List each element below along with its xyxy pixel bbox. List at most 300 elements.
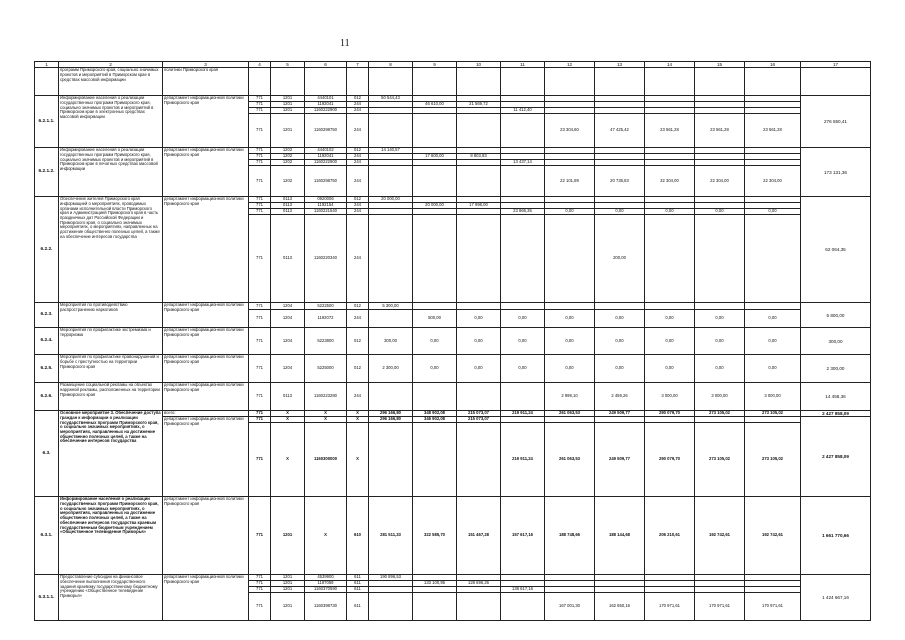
value-cell: 771 [249,310,271,328]
value-cell: 23 866,35 [501,209,545,215]
value-cell [501,166,545,197]
value-cell [271,68,305,96]
value-cell [745,303,801,310]
value-cell: 281 511,33 [369,497,413,575]
value-cell: 0,00 [457,310,501,328]
value-cell: 50 544,43 [369,96,413,102]
value-cell: 0,00 [545,209,595,215]
table-row [35,68,871,96]
item-code: 6.2.6. [35,383,59,411]
value-cell: 8 803,93 [457,154,501,160]
value-cell [457,114,501,148]
value-cell: 0,00 [457,328,501,355]
value-cell: 771 [249,355,271,383]
value-cell: X [305,417,347,423]
table-row [35,328,871,355]
item-code: 6.3. [35,411,59,497]
column-number-5: 5 [271,62,305,68]
value-cell: 0,00 [457,355,501,383]
value-cell [501,114,545,148]
value-cell [645,215,695,303]
item-code: 6.2.5. [35,355,59,383]
value-cell: 0,00 [595,209,645,215]
value-cell: 0,00 [695,209,745,215]
value-cell: 771 [249,575,271,581]
value-cell: 346 902,08 [413,417,457,423]
row-total: 2 427 858,09 [801,411,871,417]
value-cell: 1160398730 [305,593,347,621]
value-cell: 162 650,16 [595,593,645,621]
value-cell: 17 998,00 [457,203,501,209]
value-cell: 0,00 [595,328,645,355]
table-row [35,355,871,383]
value-cell: 20 000,00 [413,203,457,209]
value-cell: 1201 [271,593,305,621]
value-cell: 1204 [271,355,305,383]
value-cell: 0,00 [645,310,695,328]
value-cell [413,215,457,303]
value-cell: 244 [347,102,369,108]
value-cell: 0113 [271,383,305,411]
value-cell [595,68,645,96]
value-cell: 296 166,80 [369,411,413,417]
value-cell [347,68,369,96]
value-cell: 200,00 [595,215,645,303]
value-cell: X [271,417,305,423]
item-name: Мероприятия по противодействию распространению наркотиков [59,303,163,328]
value-cell [457,166,501,197]
value-cell: X [347,423,369,497]
column-number-17: 17 [801,62,871,68]
row-total [801,68,871,96]
table-body [35,68,871,621]
value-cell [501,215,545,303]
page-number: 11 [340,38,350,49]
value-cell: 3 000,00 [695,383,745,411]
value-cell [501,303,545,310]
column-number-4: 4 [249,62,271,68]
value-cell: 244 [347,154,369,160]
value-cell: 0,00 [595,310,645,328]
item-code: 6.2.4. [35,328,59,355]
value-cell: 14 140,57 [369,148,413,154]
value-cell: 273 105,02 [695,423,745,497]
value-cell: 771 [249,160,271,166]
item-name: Информирование населения о реализации государственных программ Приморского края, социально значимых проектов и мероприятий в Приморском крае в печатных средствах массовой информации [59,148,163,197]
value-cell [457,215,501,303]
value-cell [457,68,501,96]
value-cell [695,303,745,310]
item-name: Мероприятия по профилактике правонарушений и борьбе с преступностью на территории Приморского края [59,355,163,383]
value-cell: 190 896,53 [369,575,413,581]
value-cell: 244 [347,114,369,148]
value-cell: 771 [249,96,271,102]
value-cell: 17 600,00 [413,154,457,160]
item-name: Предоставление субсидии на финансовое обеспечение выполнения государственного задания краевому государственному бюджетному учреждению «Общественное телевидение Приморья» [59,575,163,621]
item-name: Обеспечение жителей Приморского края информацией о мероприятиях, проводимых органами исполнительной власти Приморского края и Администрацией Приморского края в часть праздничных дат Российской Федерации и Приморского края, о социально значимых мероприятиях, о мероприятиях, направленных на достижение общественно полезных целей, а также на обеспечение интересов государства [59,197,163,303]
value-cell: 188 144,68 [595,497,645,575]
row-total: 62 064,35 [801,197,871,303]
value-cell [545,68,595,96]
value-cell: 0,00 [745,209,801,215]
value-cell [695,215,745,303]
value-cell: 1160223280 [305,383,347,411]
value-cell: 1201 [271,108,305,114]
value-cell: 244 [347,160,369,166]
value-cell: 012 [347,96,369,102]
value-cell: 1204 [271,328,305,355]
column-number-14: 14 [645,62,695,68]
value-cell: 0,00 [545,355,595,383]
value-cell: X [271,423,305,497]
executor: департамент информационной политики Приморского края [163,328,249,355]
value-cell: 771 [249,154,271,160]
value-cell: 0113 [271,209,305,215]
value-cell: 0920006 [305,197,347,203]
item-code: 6.3.1. [35,497,59,575]
value-cell: X [347,411,369,417]
executor: департамент информационной политики Приморского края [163,575,249,621]
column-number-11: 11 [501,62,545,68]
value-cell: 1204 [271,310,305,328]
value-cell: 273 105,02 [695,411,745,417]
value-cell: 771 [249,383,271,411]
value-cell: 21 569,72 [457,102,501,108]
column-number-6: 6 [305,62,347,68]
value-cell: 32 304,00 [645,166,695,197]
value-cell: 0,00 [645,328,695,355]
value-cell: 771 [249,497,271,575]
value-cell: 611 [347,587,369,593]
value-cell [545,303,595,310]
value-cell [413,303,457,310]
row-total: 1 661 770,66 [801,497,871,575]
value-cell: 170 971,61 [695,593,745,621]
value-cell: 1201 [271,102,305,108]
value-cell: 244 [347,383,369,411]
table-row [35,303,871,310]
value-cell: 4440101 [305,96,347,102]
value-cell: 215 073,07 [457,417,501,423]
value-cell: 4539900 [305,575,347,581]
value-cell [545,215,595,303]
value-cell: 1192041 [305,102,347,108]
value-cell: 0,00 [695,355,745,383]
row-total: 14 458,36 [801,383,871,411]
value-cell: 5225000 [305,355,347,383]
item-name: Информирование населения о реализации государственных программ Приморского края, о социально значимых мероприятиях, о мероприятиях, направленных на достижение общественно полезных целей, а также на обеспечение интересов государства краевым государственным бюджетным учреждением «Общественное телевидение Приморья» [59,497,163,575]
row-total: 276 550,41 [801,96,871,148]
row-total: 2 427 858,09 [801,417,871,497]
value-cell: 771 [249,303,271,310]
value-cell: 138 617,16 [501,587,545,593]
table-row [35,497,871,575]
value-cell: 771 [249,197,271,203]
value-cell: 1202 [271,160,305,166]
value-cell: 012 [347,148,369,154]
value-cell: 300,00 [369,328,413,355]
executor: департамент информационной политики Приморского края [163,96,249,148]
value-cell: 5223800 [305,328,347,355]
value-cell [413,68,457,96]
executor: департамент информационной политики Приморского края [163,197,249,303]
value-cell: 0,00 [695,310,745,328]
value-cell: 192 742,61 [695,497,745,575]
value-cell [501,593,545,621]
value-cell: 1202 [271,154,305,160]
value-cell [413,593,457,621]
item-code: 6.2.1.1. [35,96,59,148]
value-cell: 244 [347,209,369,215]
table-row [35,383,871,411]
value-cell: 47 425,42 [595,114,645,148]
column-number-7: 7 [347,62,369,68]
value-cell: 610 [347,497,369,575]
value-cell: 0,00 [545,310,595,328]
value-cell: 0,00 [501,355,545,383]
value-cell: 23 561,28 [695,114,745,148]
value-cell: 771 [249,215,271,303]
value-cell [413,423,457,497]
value-cell: 771 [249,593,271,621]
value-cell [457,303,501,310]
item-code: 6.3.1.1. [35,575,59,621]
value-cell [695,68,745,96]
item-code: 6.2.3. [35,303,59,328]
value-cell [457,593,501,621]
value-cell: 1202 [271,148,305,154]
value-cell: 2 998,10 [545,383,595,411]
value-cell: 1201 [271,581,305,587]
value-cell: 206 210,61 [645,497,695,575]
column-number-10: 10 [457,62,501,68]
value-cell: 500,00 [413,310,457,328]
column-number-3: 3 [163,62,249,68]
value-cell: 5 300,00 [369,303,413,310]
value-cell: 133 100,95 [413,581,457,587]
value-cell: 4440102 [305,148,347,154]
value-cell: 1160221540 [305,209,347,215]
value-cell: 290 079,70 [645,423,695,497]
value-cell: 20 000,00 [369,197,413,203]
row-total: 2 300,00 [801,355,871,383]
value-cell: 611 [347,575,369,581]
value-cell: 771 [249,587,271,593]
value-cell: 0,00 [413,355,457,383]
executor: департамент информационной политики Приморского края [163,303,249,328]
value-cell: 215 073,07 [457,411,501,417]
value-cell [369,68,413,96]
value-cell: 348 902,08 [413,411,457,417]
value-cell: 0,00 [595,355,645,383]
value-cell: 261 063,53 [545,423,595,497]
value-cell: 611 [347,593,369,621]
row-total: 5 800,00 [801,303,871,328]
executor: политики Приморского края [163,68,249,96]
value-cell: 1160220340 [305,215,347,303]
value-cell: 244 [347,203,369,209]
value-cell: 20 735,83 [595,166,645,197]
value-cell: 771 [249,203,271,209]
value-cell: 0,00 [745,328,801,355]
value-cell: 771 [249,166,271,197]
value-cell: 1192072 [305,310,347,328]
column-number-8: 8 [369,62,413,68]
column-number-16: 16 [745,62,801,68]
value-cell: 771 [249,417,271,423]
value-cell: 249 509,77 [595,411,645,417]
value-cell: 1202 [271,166,305,197]
value-cell: 771 [249,209,271,215]
value-cell: 0,00 [501,328,545,355]
value-cell: 188 748,66 [545,497,595,575]
value-cell [369,423,413,497]
value-cell [413,114,457,148]
value-cell: 0113 [271,215,305,303]
value-cell: 0,00 [745,310,801,328]
value-cell [645,68,695,96]
value-cell [501,383,545,411]
value-cell: 771 [249,411,271,417]
value-cell: 0,00 [545,328,595,355]
value-cell: 219 911,24 [501,423,545,497]
value-cell: 012 [347,303,369,310]
value-cell: 46 610,00 [413,102,457,108]
value-cell: X [305,411,347,417]
executor: департамент информационной политики Приморского края [163,355,249,383]
value-cell: 151 467,28 [457,497,501,575]
item-name: программ Приморского края, социально значимых проектов и мероприятий в Приморском крае в средствах массовой информации [59,68,163,96]
value-cell: 611 [347,581,369,587]
executor: департамент информационной политики Приморского края [163,497,249,575]
value-cell: 1160298750 [305,166,347,197]
value-cell: 771 [249,108,271,114]
item-name: Основное мероприятие 3. Обеспечение доступа граждан к информации о реализации государственных программ Приморского края, о социально значимых мероприятиях, о мероприятиях, направленных на достижение общественно полезных целей, а также на обеспечение интересов государства [59,411,163,497]
row-total: 300,00 [801,328,871,355]
value-cell: 1192154 [305,203,347,209]
value-cell: 0,00 [695,328,745,355]
value-cell: 170 971,61 [745,593,801,621]
row-total: 173 131,36 [801,148,871,197]
value-cell: 0,00 [745,355,801,383]
value-cell: 771 [249,423,271,497]
value-cell: 170 971,61 [645,593,695,621]
value-cell [745,68,801,96]
value-cell: 23 304,60 [545,114,595,148]
value-cell [369,114,413,148]
value-cell [305,68,347,96]
item-name: Мероприятия по профилактике экстремизма и терроризма [59,328,163,355]
item-code: 6.2.1.2. [35,148,59,197]
executor: департамент информационной политики Приморского края [163,148,249,197]
value-cell: 1160370590 [305,587,347,593]
value-cell: 22 304,00 [745,166,801,197]
executor: департамент информационной политики Приморского края [163,417,249,497]
value-cell [457,383,501,411]
value-cell [369,593,413,621]
column-number-9: 9 [413,62,457,68]
value-cell: 244 [347,108,369,114]
column-number-15: 15 [695,62,745,68]
value-cell: 2 459,26 [595,383,645,411]
value-cell [457,423,501,497]
value-cell [369,383,413,411]
value-cell [501,68,545,96]
executor: департамент информационной политики Приморского края [163,383,249,411]
value-cell: X [347,417,369,423]
value-cell: 249 509,77 [595,423,645,497]
value-cell: 1201 [271,114,305,148]
value-cell: 0113 [271,203,305,209]
value-cell: 22 101,89 [545,166,595,197]
column-number-2: 2 [59,62,163,68]
value-cell [413,166,457,197]
value-cell: 771 [249,328,271,355]
value-cell: 012 [347,328,369,355]
value-cell: 273 105,02 [745,423,801,497]
value-cell: 13 437,14 [501,160,545,166]
value-cell: 23 561,28 [745,114,801,148]
value-cell [369,310,413,328]
value-cell: 244 [347,215,369,303]
value-cell: 1201 [271,497,305,575]
column-number-12: 12 [545,62,595,68]
value-cell: 11 412,40 [501,108,545,114]
value-cell: 012 [347,197,369,203]
value-cell: 192 742,61 [745,497,801,575]
value-cell: 244 [347,166,369,197]
value-cell [369,215,413,303]
budget-table [34,61,871,621]
value-cell: 771 [249,581,271,587]
value-cell: 771 [249,102,271,108]
value-cell: 0,00 [413,328,457,355]
column-number-1: 1 [35,62,59,68]
value-cell: 128 696,26 [457,581,501,587]
value-cell: 167 001,30 [545,593,595,621]
value-cell: 261 063,53 [545,411,595,417]
column-number-13: 13 [595,62,645,68]
value-cell [413,383,457,411]
value-cell: 290 079,70 [645,411,695,417]
value-cell: 3 000,00 [745,383,801,411]
value-cell: 23 561,28 [645,114,695,148]
value-cell: 157 617,16 [501,497,545,575]
value-cell: 3 000,00 [645,383,695,411]
value-cell: 012 [347,355,369,383]
value-cell: X [305,497,347,575]
value-cell: 0,00 [645,355,695,383]
value-cell [369,166,413,197]
value-cell [645,303,695,310]
value-cell: 322 585,70 [413,497,457,575]
value-cell: 1201 [271,96,305,102]
executor: всего: [163,411,249,417]
value-cell: 22 304,00 [695,166,745,197]
value-cell: 1192041 [305,154,347,160]
value-cell: 244 [347,310,369,328]
value-cell: 296 166,80 [369,417,413,423]
value-cell: 1201 [271,575,305,581]
item-code: 6.2.2. [35,197,59,303]
value-cell [249,68,271,96]
value-cell: 5222500 [305,303,347,310]
value-cell: 2 300,00 [369,355,413,383]
value-cell: 1160222900 [305,160,347,166]
value-cell: 1201 [271,587,305,593]
value-cell: 1160298750 [305,114,347,148]
value-cell: 771 [249,148,271,154]
